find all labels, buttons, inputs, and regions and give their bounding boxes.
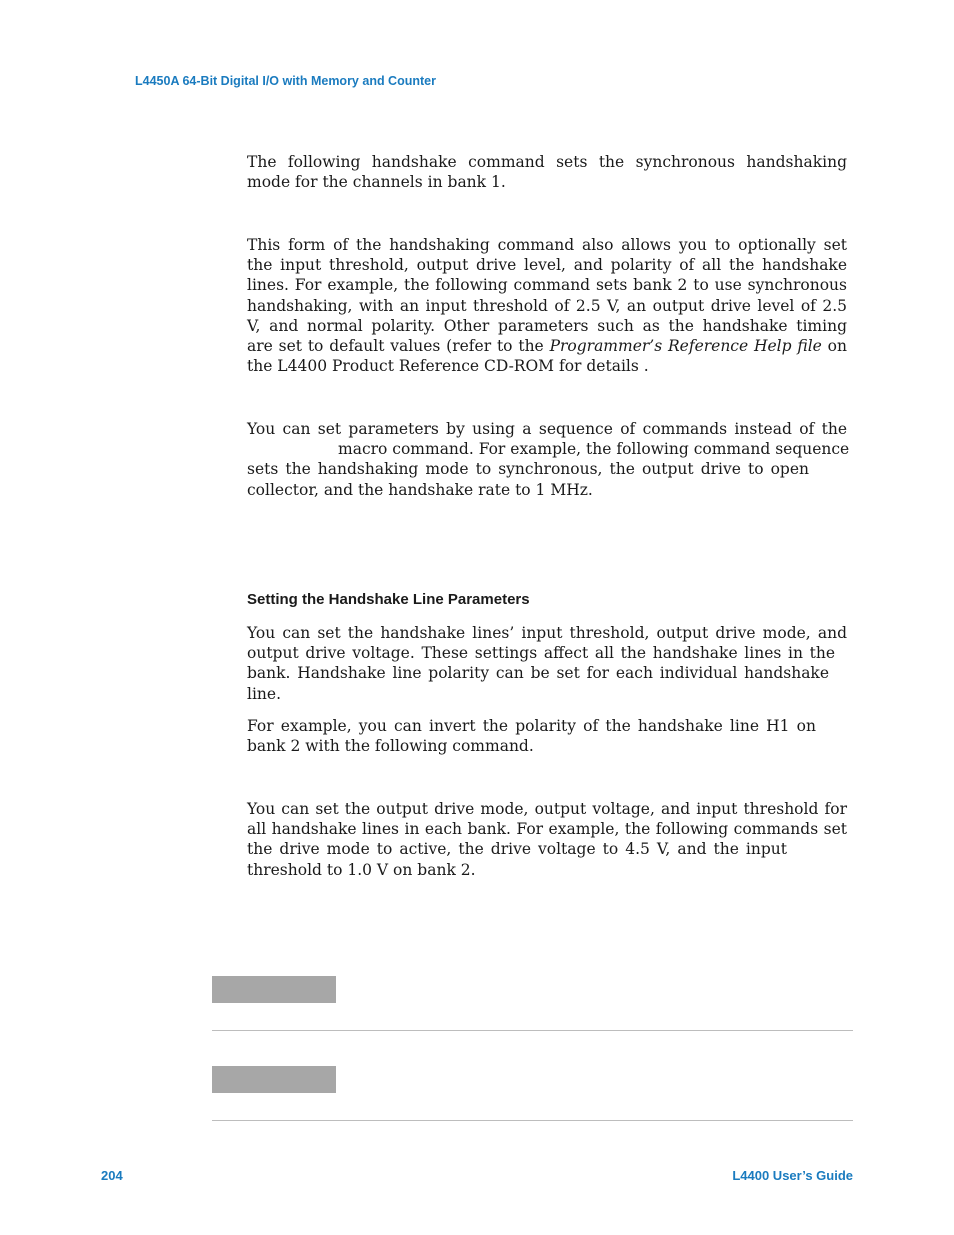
text-line: The following handshake command sets the synchronous handshaking [247, 153, 847, 171]
guide-title: L4400 User’s Guide [732, 1168, 853, 1183]
text-line: all handshake lines in each bank. For example, the following commands set [247, 820, 847, 839]
note-label-box [212, 1066, 336, 1093]
text-line: macro command. For example, the following command sequence [338, 440, 850, 459]
text-line: line. [247, 684, 281, 703]
text-fragment: are set to default values (refer to the [247, 336, 550, 355]
paragraph-command-sequence [247, 419, 850, 500]
text-line: You can set parameters by using a sequence of commands instead of the [247, 420, 847, 438]
text-line: the input threshold, output drive level, and polarity of all the handshake [247, 256, 847, 275]
text-line: For example, you can invert the polarity of the handshake line H1 on [247, 717, 816, 735]
note-divider [212, 1120, 853, 1121]
text-line: sets the handshaking mode to synchronous, the output drive to open [247, 460, 809, 479]
text-fragment: on [821, 336, 848, 355]
text-line: handshaking, with an input threshold of 2.5 V, an output drive level of 2.5 [247, 296, 847, 315]
text-line: You can set the handshake lines’ input threshold, output drive mode, and [247, 624, 847, 642]
paragraph-handshake-line-settings [247, 623, 847, 704]
paragraph-drive-mode [247, 799, 847, 880]
section-heading: Setting the Handshake Line Parameters [247, 591, 530, 608]
paragraph-handshake-options [247, 235, 847, 376]
text-line: This form of the handshaking command also allows you to optionally set [247, 236, 847, 254]
text-line: output drive voltage. These settings affect all the handshake lines in the [247, 644, 835, 663]
paragraph-synchronous-handshake [247, 152, 847, 192]
text-line: threshold to 1.0 V on bank 2. [247, 860, 476, 879]
text-line: mode for the channels in bank 1. [247, 173, 506, 192]
text-line: the drive mode to active, the drive voltage to 4.5 V, and the input [247, 840, 787, 859]
text-line: bank 2 with the following command. [247, 737, 534, 756]
text-line: bank. Handshake line polarity can be set for each individual handshake [247, 664, 829, 683]
page-number: 204 [101, 1168, 123, 1183]
text-line: You can set the output drive mode, output voltage, and input threshold for [247, 800, 847, 818]
note-divider [212, 1030, 853, 1031]
text-line: collector, and the handshake rate to 1 MHz. [247, 480, 593, 499]
text-line-with-reference [247, 336, 847, 356]
paragraph-invert-polarity [247, 716, 847, 756]
text-line: lines. For example, the following command sets bank 2 to use synchronous [247, 276, 847, 295]
note-label-box [212, 976, 336, 1003]
running-header: L4450A 64-Bit Digital I/O with Memory and Counter [135, 74, 436, 88]
text-line: V, and normal polarity. Other parameters such as the handshake timing [247, 316, 847, 335]
text-line: the L4400 Product Reference CD-ROM for details . [247, 357, 649, 376]
reference-title: Programmer’s Reference Help file [549, 336, 822, 355]
